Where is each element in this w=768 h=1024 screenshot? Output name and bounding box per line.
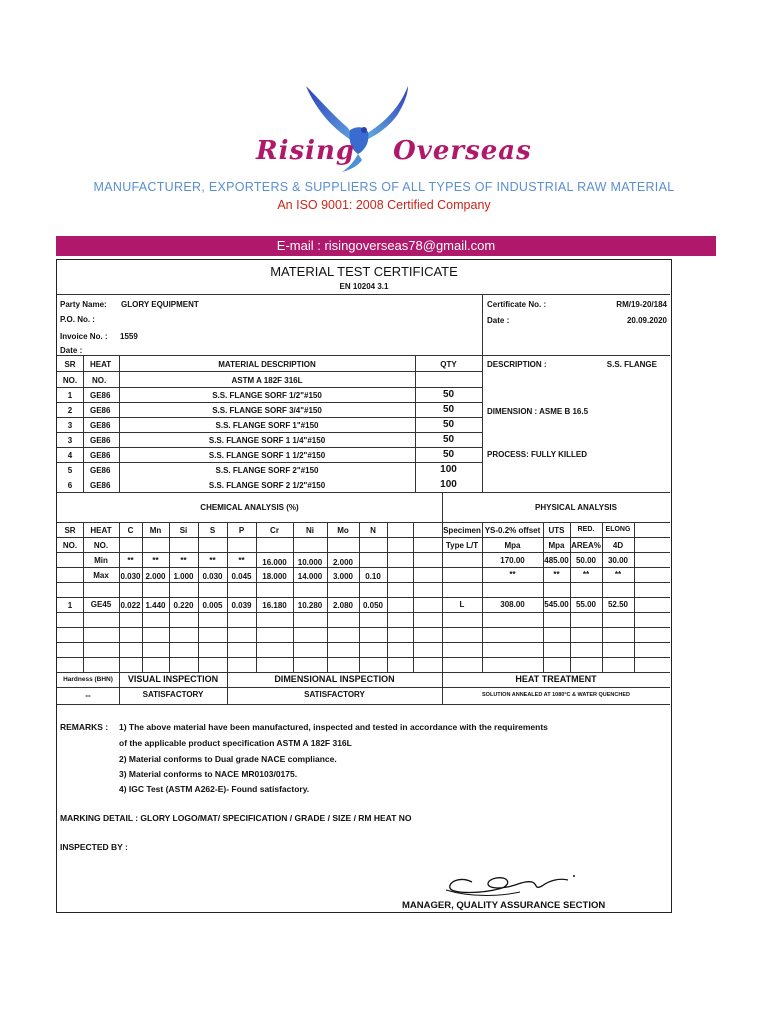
row-sr: 5 [67,466,73,475]
max-s: 0.030 [202,572,223,581]
chemical-title: CHEMICAL ANALYSIS (%) [200,503,299,512]
divider [227,522,228,672]
divider [198,522,199,672]
cert-no-label: Certificate No. : [487,300,547,309]
divider [359,522,360,672]
row-desc: S.S. FLANGE SORF 1 1/4"#150 [208,436,326,445]
phys-result-elong: 52.50 [607,600,629,609]
heat-treatment-label: HEAT TREATMENT [515,674,597,684]
row-heat: GE86 [90,481,111,490]
row-heat: GE86 [90,436,111,445]
email-bar: E-mail : risingoverseas78@gmail.com [56,236,716,256]
chem-col-heat: HEAT [90,526,112,535]
phys-col-uts: UTS [548,526,565,535]
divider [57,567,670,568]
divider [57,432,482,433]
max-si: 1.000 [173,572,194,581]
phys-col-elong: ELONG [605,526,631,533]
col-qty: QTY [440,360,457,369]
row-qty: 100 [440,464,457,475]
row-desc: S.S. FLANGE SORF 1 1/2"#150 [208,451,326,460]
brand-left: Rising [256,136,356,166]
company-name [256,136,532,166]
dimensional-label: DIMENSIONAL INSPECTION [274,674,395,684]
phys-col-type: Type L/T [445,541,479,550]
divider [57,657,670,658]
phys-col-area: AREA% [571,541,601,550]
phys-col-4d: 4D [612,541,624,550]
divider [57,612,670,613]
heat-treatment-value: SOLUTION ANNEALED AT 1080°C & WATER QUENCHED [482,692,630,698]
phys-max-red: ** [582,570,590,579]
signature-icon [442,866,582,900]
min-p: ** [238,556,245,565]
phys-max-ys: ** [509,570,516,579]
min-label: Min [94,556,108,565]
phys-col-red: RED. [577,526,595,533]
max-mo: 3.000 [332,572,354,581]
certificate-standard: EN 10204 3.1 [339,282,389,291]
phys-result-type: L [459,600,465,609]
chem-col-sr: SR [64,526,76,535]
row-qty: 50 [442,389,455,400]
min-mo: 2.000 [332,558,354,567]
result-p: 0.039 [231,601,252,610]
row-desc: S.S. FLANGE SORF 2 1/2"#150 [208,481,326,490]
max-p: 0.045 [231,572,252,581]
divider [57,371,482,372]
row-sr: 1 [67,391,73,400]
party-label: Party Name: [60,300,107,309]
description-label: DESCRIPTION : [487,360,547,369]
divider [293,522,294,672]
party-value: GLORY EQUIPMENT [121,300,199,309]
manager-signature-label: MANAGER, QUALITY ASSURANCE SECTION [402,900,606,911]
phys-result-uts: 545.00 [544,600,569,609]
row-sr: 3 [67,421,73,430]
row-qty: 50 [442,404,455,415]
divider [57,522,670,523]
chem-col-mn: Mn [149,526,162,535]
divider [57,355,670,356]
row-desc: S.S. FLANGE SORF 2"#150 [215,466,319,475]
divider [634,522,635,672]
divider [57,417,482,418]
chem-col-cr: Cr [270,526,279,535]
phys-result-red: 55.00 [575,600,597,609]
phys-max-elong: ** [614,570,622,579]
divider [57,552,670,553]
certificate-title: MATERIAL TEST CERTIFICATE [270,264,458,279]
col-sr-no: NO. [62,376,78,385]
remark-line-2: of the applicable product specification ASTM A 182F 316L [119,738,352,748]
divider [57,387,482,388]
row-heat: GE86 [90,391,111,400]
divider [482,294,483,492]
row-heat: GE86 [90,421,111,430]
iso-certification: An ISO 9001: 2008 Certified Company [277,198,491,212]
chem-col-sr-no: NO. [62,541,78,550]
col-heat-no: NO. [92,376,107,385]
chem-col-p: P [238,526,245,535]
divider [57,704,670,705]
row-sr: 4 [67,451,73,460]
col-heat: HEAT [90,360,112,369]
certificate-frame [56,259,672,913]
chem-col-c: C [127,526,134,535]
result-si: 0.220 [173,601,194,610]
row-desc: S.S. FLANGE SORF 3/4"#150 [212,406,322,415]
divider [57,687,670,688]
remark-line-5: 4) IGC Test (ASTM A262-E)- Found satisfactory. [119,784,310,794]
divider [57,627,670,628]
row-qty: 100 [440,479,457,490]
row-heat: GE86 [90,466,111,475]
phys-col-mpa2: Mpa [548,541,565,550]
min-mn: ** [152,556,159,565]
divider [57,537,670,538]
invoice-label: Invoice No. : [60,332,108,341]
process-text: PROCESS: FULLY KILLED [487,450,588,459]
divider [57,462,482,463]
col-sr: SR [64,360,76,369]
row-desc: S.S. FLANGE SORF 1"#150 [215,421,319,430]
po-label: P.O. No. : [60,315,95,324]
phys-col-specimen: Specimen [443,526,481,535]
chem-col-ni: Ni [306,526,314,535]
remarks-label: REMARKS : [60,722,109,732]
max-n: 0.10 [365,572,381,581]
max-cr: 18.000 [262,572,287,581]
result-heat: GE45 [90,600,112,609]
divider [169,522,170,672]
min-ni: 10.000 [297,558,323,567]
remark-line-1: 1) The above material have been manufactured, inspected and tested in accordance with the requirements [119,722,548,732]
result-mo: 2.080 [332,601,354,610]
result-n: 0.050 [362,601,384,610]
divider [387,522,388,672]
result-s: 0.005 [202,601,223,610]
date-label: Date : [60,346,83,355]
result-sr: 1 [67,601,73,610]
max-ni: 14.000 [297,572,323,581]
phys-col-ys: YS-0.2% offset [484,526,541,535]
phys-min-elong: 30.00 [607,556,629,565]
phys-result-ys: 308.00 [500,600,525,609]
row-qty: 50 [442,449,455,460]
brand-right: Overseas [393,136,532,166]
invoice-value: 1559 [120,332,138,341]
col-desc: MATERIAL DESCRIPTION [218,360,316,369]
dimensional-value: SATISFACTORY [304,690,365,699]
divider [57,597,670,598]
result-cr: 16.180 [262,601,287,610]
chem-col-si: Si [179,526,188,535]
hardness-value: -- [85,691,91,700]
visual-value: SATISFACTORY [142,690,204,699]
divider [57,402,482,403]
phys-col-mpa: Mpa [504,541,521,550]
divider [57,582,670,583]
divider [57,294,670,295]
cert-date-label: Date : [487,316,510,325]
remark-line-3: 2) Material conforms to Dual grade NACE compliance. [119,754,337,764]
divider [256,522,257,672]
result-c: 0.022 [120,601,141,610]
inspected-by: INSPECTED BY : [60,842,128,852]
divider [83,355,84,492]
row-qty: 50 [442,419,455,430]
marking-detail: MARKING DETAIL : GLORY LOGO/MAT/ SPECIFICATION / GRADE / SIZE / RM HEAT NO [60,813,412,823]
divider [413,522,414,672]
row-sr: 6 [67,481,73,490]
row-sr: 3 [67,436,73,445]
row-sr: 2 [67,406,73,415]
company-tagline: MANUFACTURER, EXPORTERS & SUPPLIERS OF ALL TYPES OF INDUSTRIAL RAW MATERIAL [93,180,675,194]
cert-date-value: 20.09.2020 [626,316,667,325]
chem-col-heat-no: NO. [93,541,109,550]
row-heat: GE86 [90,451,111,460]
min-si: ** [180,556,187,565]
divider [327,522,328,672]
divider [57,447,482,448]
divider [442,492,443,522]
min-cr: 16.000 [262,558,287,567]
result-ni: 10.280 [297,601,323,610]
divider [57,492,670,493]
hardness-label: Hardness (BHN) [63,676,113,683]
result-mn: 1.440 [145,601,166,610]
min-s: ** [209,556,216,565]
phys-max-uts: ** [553,570,560,579]
divider [57,672,670,673]
phys-min-red: 50.00 [575,556,597,565]
description-value: S.S. FLANGE [606,360,657,369]
divider [57,642,670,643]
phys-min-ys: 170.00 [500,556,525,565]
cert-no-value: RM/19-20/184 [616,300,667,309]
max-mn: 2.000 [145,572,166,581]
min-c: ** [127,556,134,565]
phys-min-uts: 485.00 [544,556,569,565]
physical-title: PHYSICAL ANALYSIS [535,503,617,512]
row-desc: S.S. FLANGE SORF 1/2"#150 [212,391,322,400]
chem-col-n: N [370,526,376,535]
chem-col-mo: Mo [337,526,349,535]
max-label: Max [93,571,109,580]
row-heat: GE86 [90,406,111,415]
dimension-text: DIMENSION : ASME B 16.5 [487,407,589,416]
visual-label: VISUAL INSPECTION [127,674,219,684]
divider [119,522,120,672]
row-qty: 50 [442,434,455,445]
divider [142,522,143,672]
max-c: 0.030 [120,572,141,581]
col-spec: ASTM A 182F 316L [231,376,303,385]
remark-line-4: 3) Material conforms to NACE MR0103/0175. [119,769,298,779]
chem-col-s: S [209,526,216,535]
